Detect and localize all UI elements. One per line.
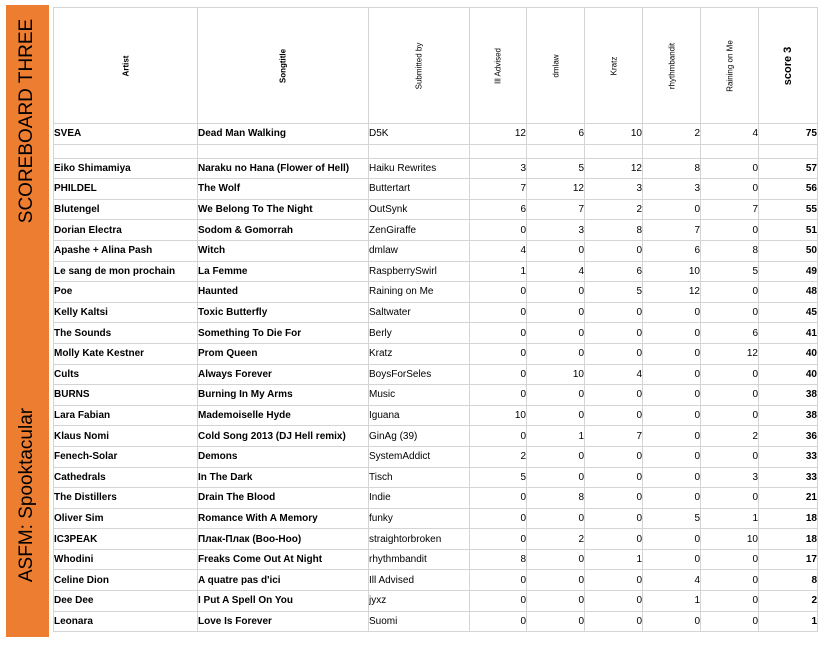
score-cell: 0 xyxy=(643,302,701,323)
table-row xyxy=(54,282,818,303)
score-cell: 0 xyxy=(701,179,759,200)
table-row xyxy=(54,446,818,467)
songtitle-cell: I Put A Spell On You xyxy=(198,591,369,612)
songtitle-cell: Naraku no Hana (Flower of Hell) xyxy=(198,158,369,179)
table-row xyxy=(54,158,818,179)
score-cell: 5 xyxy=(643,508,701,529)
total-score-cell: 40 xyxy=(759,364,818,385)
score-cell: 7 xyxy=(585,426,643,447)
score-cell: 0 xyxy=(643,385,701,406)
score-cell: 0 xyxy=(527,570,585,591)
total-score-cell: 21 xyxy=(759,488,818,509)
score-cell: 0 xyxy=(527,240,585,261)
score-cell: 0 xyxy=(701,549,759,570)
score-cell: 4 xyxy=(470,240,527,261)
submitter-cell: straightorbroken xyxy=(369,529,470,550)
spacer-cell xyxy=(54,144,198,158)
scoreboard-table xyxy=(53,7,818,632)
songtitle-cell: Toxic Butterfly xyxy=(198,302,369,323)
score-cell: 0 xyxy=(527,508,585,529)
score-cell: 0 xyxy=(643,446,701,467)
songtitle-cell: Prom Queen xyxy=(198,343,369,364)
total-score-cell: 2 xyxy=(759,591,818,612)
score-cell: 5 xyxy=(701,261,759,282)
score-cell: 10 xyxy=(701,529,759,550)
table-row xyxy=(54,426,818,447)
total-score-cell: 33 xyxy=(759,467,818,488)
total-score-cell: 45 xyxy=(759,302,818,323)
score-cell: 12 xyxy=(470,124,527,145)
table-row xyxy=(54,385,818,406)
submitter-cell: Haiku Rewrites xyxy=(369,158,470,179)
score-cell: 7 xyxy=(470,179,527,200)
submitter-cell: Iguana xyxy=(369,405,470,426)
score-cell: 1 xyxy=(470,261,527,282)
score-cell: 0 xyxy=(585,508,643,529)
submitter-cell: Kratz xyxy=(369,343,470,364)
spacer-cell xyxy=(527,144,585,158)
table-row xyxy=(54,261,818,282)
table-row xyxy=(54,591,818,612)
songtitle-cell: Always Forever xyxy=(198,364,369,385)
score-cell: 0 xyxy=(585,446,643,467)
table-row xyxy=(54,529,818,550)
score-cell: 0 xyxy=(643,323,701,344)
score-cell: 8 xyxy=(643,158,701,179)
table-row xyxy=(54,124,818,145)
table-row xyxy=(54,302,818,323)
total-score-cell: 38 xyxy=(759,385,818,406)
score-cell: 4 xyxy=(585,364,643,385)
col-header-artist: Artist xyxy=(54,8,198,124)
score-cell: 0 xyxy=(470,508,527,529)
score-cell: 0 xyxy=(527,302,585,323)
total-score-cell: 56 xyxy=(759,179,818,200)
score-cell: 10 xyxy=(527,364,585,385)
score-cell: 0 xyxy=(585,405,643,426)
score-cell: 6 xyxy=(585,261,643,282)
score-cell: 0 xyxy=(527,549,585,570)
score-cell: 0 xyxy=(585,591,643,612)
score-cell: 0 xyxy=(643,467,701,488)
score-cell: 0 xyxy=(585,323,643,344)
artist-cell: Whodini xyxy=(54,549,198,570)
submitter-cell: SystemAddict xyxy=(369,446,470,467)
submitter-cell: ZenGiraffe xyxy=(369,220,470,241)
score-cell: 0 xyxy=(701,405,759,426)
spacer-cell xyxy=(643,144,701,158)
col-header-raining-on-me: Raining on Me xyxy=(701,8,759,124)
score-cell: 0 xyxy=(643,549,701,570)
score-cell: 0 xyxy=(527,611,585,632)
score-cell: 10 xyxy=(470,405,527,426)
total-score-cell: 55 xyxy=(759,199,818,220)
score-cell: 0 xyxy=(527,446,585,467)
table-row xyxy=(54,570,818,591)
score-cell: 1 xyxy=(701,508,759,529)
submitter-cell: GinAg (39) xyxy=(369,426,470,447)
submitter-cell: Indie xyxy=(369,488,470,509)
songtitle-cell: In The Dark xyxy=(198,467,369,488)
score-cell: 6 xyxy=(527,124,585,145)
total-score-cell: 75 xyxy=(759,124,818,145)
score-cell: 0 xyxy=(643,529,701,550)
total-score-cell: 51 xyxy=(759,220,818,241)
score-cell: 12 xyxy=(527,179,585,200)
total-score-cell: 49 xyxy=(759,261,818,282)
total-score-cell: 33 xyxy=(759,446,818,467)
table-row xyxy=(54,220,818,241)
songtitle-cell: A quatre pas d'ici xyxy=(198,570,369,591)
score-cell: 6 xyxy=(701,323,759,344)
songtitle-cell: Romance With A Memory xyxy=(198,508,369,529)
score-cell: 0 xyxy=(701,570,759,591)
score-cell: 5 xyxy=(527,158,585,179)
score-cell: 0 xyxy=(701,364,759,385)
submitter-cell: Ill Advised xyxy=(369,570,470,591)
table-row xyxy=(54,508,818,529)
songtitle-cell: Mademoiselle Hyde xyxy=(198,405,369,426)
songtitle-cell: Drain The Blood xyxy=(198,488,369,509)
score-cell: 0 xyxy=(701,488,759,509)
score-cell: 3 xyxy=(643,179,701,200)
score-cell: 0 xyxy=(470,364,527,385)
score-cell: 0 xyxy=(701,385,759,406)
score-cell: 3 xyxy=(527,220,585,241)
artist-cell: IC3PEAK xyxy=(54,529,198,550)
score-cell: 0 xyxy=(527,323,585,344)
score-cell: 0 xyxy=(701,446,759,467)
score-cell: 8 xyxy=(470,549,527,570)
submitter-cell: Raining on Me xyxy=(369,282,470,303)
score-cell: 2 xyxy=(470,446,527,467)
spacer-cell xyxy=(701,144,759,158)
artist-cell: Eiko Shimamiya xyxy=(54,158,198,179)
score-cell: 12 xyxy=(585,158,643,179)
artist-cell: Dorian Electra xyxy=(54,220,198,241)
col-header-songtitle: Songtitle xyxy=(198,8,369,124)
score-cell: 0 xyxy=(643,426,701,447)
score-cell: 7 xyxy=(643,220,701,241)
table-row xyxy=(54,343,818,364)
total-score-cell: 41 xyxy=(759,323,818,344)
table-row xyxy=(54,240,818,261)
artist-cell: Poe xyxy=(54,282,198,303)
spacer-row xyxy=(54,144,818,158)
score-cell: 12 xyxy=(643,282,701,303)
score-cell: 0 xyxy=(527,467,585,488)
table-row xyxy=(54,549,818,570)
submitter-cell: jyxz xyxy=(369,591,470,612)
songtitle-cell: We Belong To The Night xyxy=(198,199,369,220)
songtitle-cell: Cold Song 2013 (DJ Hell remix) xyxy=(198,426,369,447)
score-cell: 10 xyxy=(643,261,701,282)
score-cell: 0 xyxy=(470,343,527,364)
score-cell: 0 xyxy=(470,611,527,632)
score-cell: 2 xyxy=(585,199,643,220)
artist-cell: Kelly Kaltsi xyxy=(54,302,198,323)
total-score-cell: 1 xyxy=(759,611,818,632)
spacer-cell xyxy=(759,144,818,158)
score-cell: 3 xyxy=(701,467,759,488)
spacer-cell xyxy=(369,144,470,158)
score-cell: 0 xyxy=(470,385,527,406)
artist-cell: Fenech-Solar xyxy=(54,446,198,467)
spacer-cell xyxy=(198,144,369,158)
artist-cell: Leonara xyxy=(54,611,198,632)
total-score-cell: 36 xyxy=(759,426,818,447)
scoreboard-title: SCOREBOARD THREE xyxy=(16,18,38,224)
score-cell: 0 xyxy=(585,570,643,591)
submitter-cell: RaspberrySwirl xyxy=(369,261,470,282)
score-cell: 0 xyxy=(527,405,585,426)
total-score-cell: 18 xyxy=(759,508,818,529)
artist-cell: BURNS xyxy=(54,385,198,406)
artist-cell: Blutengel xyxy=(54,199,198,220)
score-cell: 0 xyxy=(470,220,527,241)
score-cell: 10 xyxy=(585,124,643,145)
score-cell: 5 xyxy=(470,467,527,488)
score-cell: 0 xyxy=(701,591,759,612)
score-cell: 2 xyxy=(527,529,585,550)
score-cell: 0 xyxy=(527,343,585,364)
col-header-submitted-by: Submitted by xyxy=(369,8,470,124)
songtitle-cell: Demons xyxy=(198,446,369,467)
artist-cell: Lara Fabian xyxy=(54,405,198,426)
score-cell: 7 xyxy=(701,199,759,220)
artist-cell: Celine Dion xyxy=(54,570,198,591)
spacer-cell xyxy=(585,144,643,158)
submitter-cell: BoysForSeles xyxy=(369,364,470,385)
total-score-cell: 38 xyxy=(759,405,818,426)
score-cell: 0 xyxy=(701,611,759,632)
score-cell: 0 xyxy=(643,199,701,220)
score-cell: 0 xyxy=(585,385,643,406)
total-score-cell: 48 xyxy=(759,282,818,303)
songtitle-cell: Sodom & Gomorrah xyxy=(198,220,369,241)
score-cell: 5 xyxy=(585,282,643,303)
songtitle-cell: Witch xyxy=(198,240,369,261)
score-cell: 2 xyxy=(643,124,701,145)
score-cell: 0 xyxy=(585,240,643,261)
spacer-cell xyxy=(470,144,527,158)
col-header-kratz: Kratz xyxy=(585,8,643,124)
submitter-cell: D5K xyxy=(369,124,470,145)
col-header-score-3: score 3 xyxy=(759,8,818,124)
score-cell: 7 xyxy=(527,199,585,220)
songtitle-cell: Dead Man Walking xyxy=(198,124,369,145)
artist-cell: Dee Dee xyxy=(54,591,198,612)
artist-cell: Apashe + Alina Pash xyxy=(54,240,198,261)
table-row xyxy=(54,323,818,344)
score-cell: 2 xyxy=(701,426,759,447)
score-cell: 0 xyxy=(643,343,701,364)
songtitle-cell: The Wolf xyxy=(198,179,369,200)
score-cell: 1 xyxy=(585,549,643,570)
score-cell: 4 xyxy=(701,124,759,145)
submitter-cell: funky xyxy=(369,508,470,529)
score-cell: 0 xyxy=(701,302,759,323)
songtitle-cell: Freaks Come Out At Night xyxy=(198,549,369,570)
score-cell: 0 xyxy=(470,323,527,344)
score-cell: 0 xyxy=(470,591,527,612)
score-cell: 0 xyxy=(470,302,527,323)
score-cell: 3 xyxy=(585,179,643,200)
col-header-dmlaw: dmlaw xyxy=(527,8,585,124)
table-row xyxy=(54,467,818,488)
submitter-cell: Berly xyxy=(369,323,470,344)
score-cell: 0 xyxy=(701,158,759,179)
submitter-cell: Music xyxy=(369,385,470,406)
artist-cell: The Distillers xyxy=(54,488,198,509)
score-cell: 1 xyxy=(527,426,585,447)
artist-cell: The Sounds xyxy=(54,323,198,344)
artist-cell: Oliver Sim xyxy=(54,508,198,529)
score-cell: 0 xyxy=(643,364,701,385)
score-cell: 8 xyxy=(527,488,585,509)
score-cell: 8 xyxy=(701,240,759,261)
submitter-cell: Buttertart xyxy=(369,179,470,200)
table-row xyxy=(54,488,818,509)
total-score-cell: 50 xyxy=(759,240,818,261)
score-cell: 0 xyxy=(585,529,643,550)
total-score-cell: 8 xyxy=(759,570,818,591)
score-cell: 0 xyxy=(470,488,527,509)
score-cell: 0 xyxy=(470,529,527,550)
score-cell: 1 xyxy=(643,591,701,612)
table-row xyxy=(54,179,818,200)
score-cell: 0 xyxy=(527,385,585,406)
score-cell: 0 xyxy=(643,611,701,632)
score-cell: 12 xyxy=(701,343,759,364)
submitter-cell: dmlaw xyxy=(369,240,470,261)
score-cell: 0 xyxy=(585,611,643,632)
score-cell: 0 xyxy=(470,570,527,591)
score-cell: 6 xyxy=(470,199,527,220)
artist-cell: Cathedrals xyxy=(54,467,198,488)
total-score-cell: 18 xyxy=(759,529,818,550)
submitter-cell: OutSynk xyxy=(369,199,470,220)
event-title-block xyxy=(6,353,49,637)
score-cell: 4 xyxy=(643,570,701,591)
submitter-cell: Saltwater xyxy=(369,302,470,323)
score-cell: 6 xyxy=(643,240,701,261)
score-cell: 0 xyxy=(470,426,527,447)
songtitle-cell: Something To Die For xyxy=(198,323,369,344)
songtitle-cell: Haunted xyxy=(198,282,369,303)
score-cell: 4 xyxy=(527,261,585,282)
score-cell: 0 xyxy=(643,488,701,509)
score-cell: 0 xyxy=(527,591,585,612)
table-row xyxy=(54,199,818,220)
songtitle-cell: La Femme xyxy=(198,261,369,282)
score-cell: 3 xyxy=(470,158,527,179)
submitter-cell: Suomi xyxy=(369,611,470,632)
total-score-cell: 17 xyxy=(759,549,818,570)
col-header-ill-advised: Ill Advised xyxy=(470,8,527,124)
total-score-cell: 40 xyxy=(759,343,818,364)
submitter-cell: Tisch xyxy=(369,467,470,488)
artist-cell: Klaus Nomi xyxy=(54,426,198,447)
score-cell: 0 xyxy=(585,488,643,509)
songtitle-cell: Love Is Forever xyxy=(198,611,369,632)
col-header-rhythmbandit: rhythmbandit xyxy=(643,8,701,124)
total-score-cell: 57 xyxy=(759,158,818,179)
header-row xyxy=(54,8,818,124)
score-cell: 0 xyxy=(527,282,585,303)
scoreboard-title-block xyxy=(6,5,49,237)
score-cell: 0 xyxy=(643,405,701,426)
score-cell: 0 xyxy=(585,302,643,323)
event-title: ASFM: Spooktacular xyxy=(16,407,38,583)
artist-cell: SVEA xyxy=(54,124,198,145)
table-row xyxy=(54,364,818,385)
artist-cell: Cults xyxy=(54,364,198,385)
score-cell: 0 xyxy=(701,282,759,303)
score-cell: 8 xyxy=(585,220,643,241)
score-cell: 0 xyxy=(585,343,643,364)
sidebar-banner xyxy=(6,5,49,637)
score-cell: 0 xyxy=(701,220,759,241)
table-row xyxy=(54,611,818,632)
artist-cell: Molly Kate Kestner xyxy=(54,343,198,364)
submitter-cell: rhythmbandit xyxy=(369,549,470,570)
artist-cell: Le sang de mon prochain xyxy=(54,261,198,282)
score-cell: 0 xyxy=(470,282,527,303)
artist-cell: PHILDEL xyxy=(54,179,198,200)
songtitle-cell: Burning In My Arms xyxy=(198,385,369,406)
score-cell: 0 xyxy=(585,467,643,488)
table-row xyxy=(54,405,818,426)
songtitle-cell: Плак-Плак (Boo-Hoo) xyxy=(198,529,369,550)
